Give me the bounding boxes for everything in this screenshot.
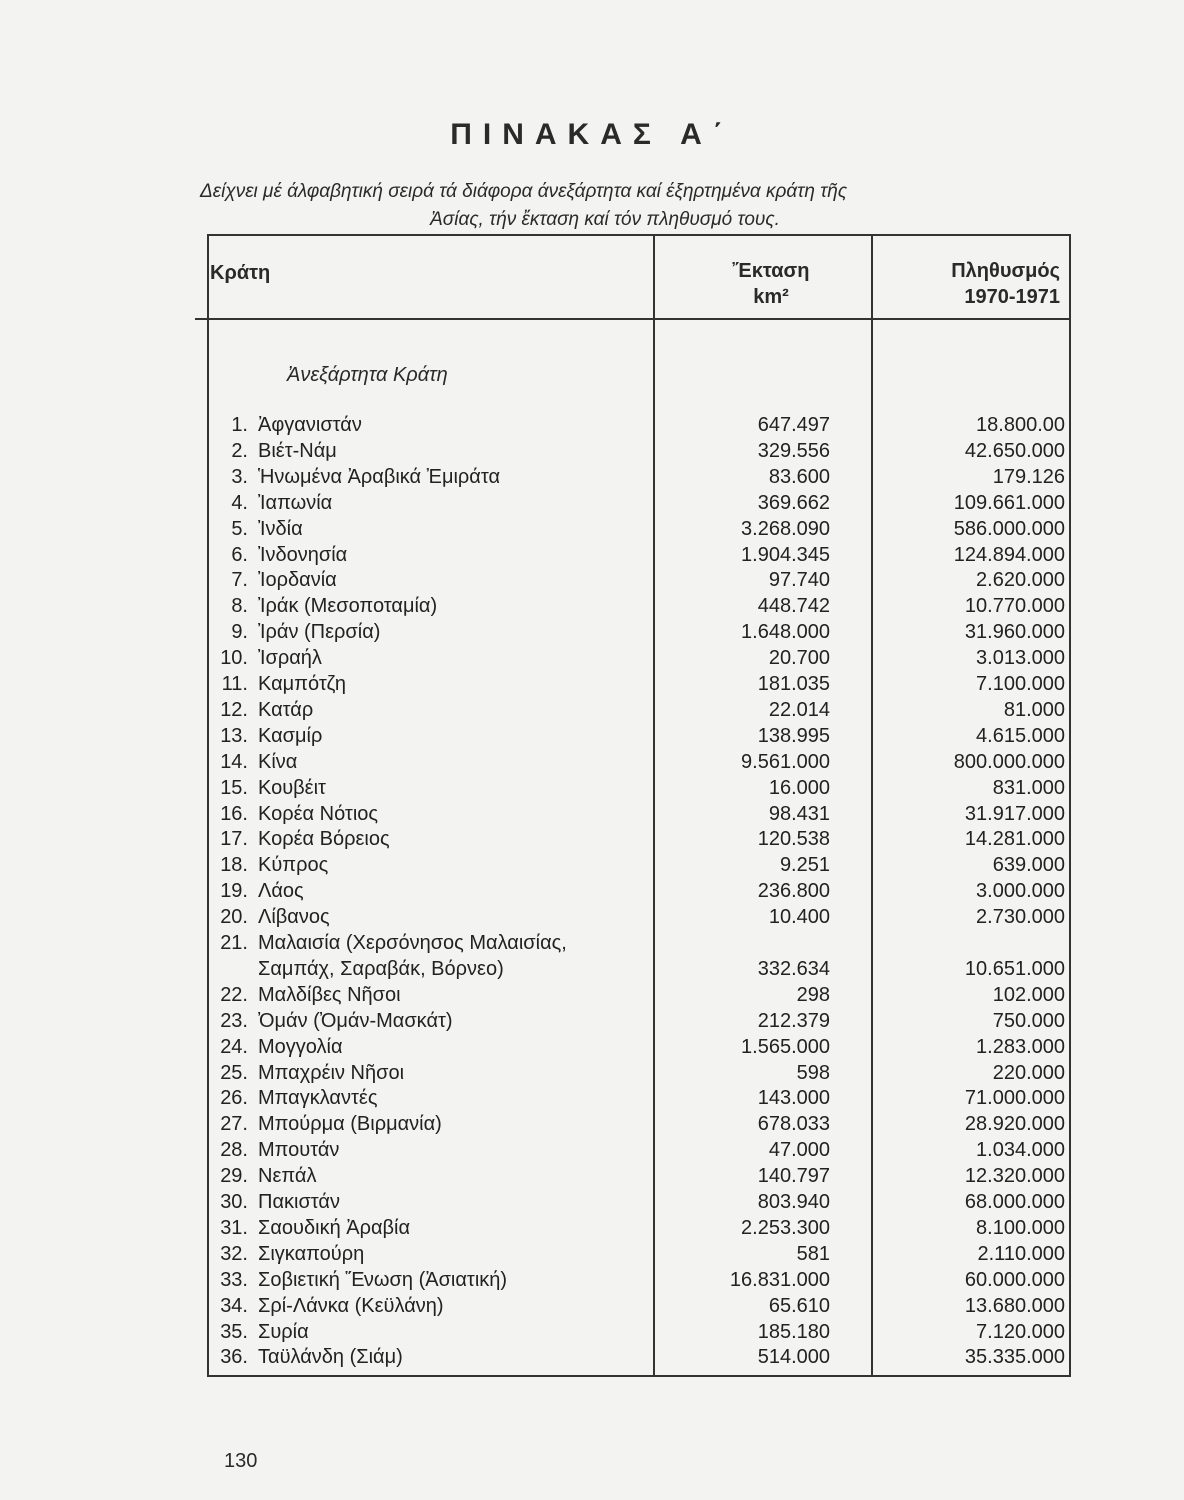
table-row <box>0 1060 1184 1086</box>
row-number: 31. <box>220 1216 248 1239</box>
table-row <box>0 1034 1184 1060</box>
area-value: 65.610 <box>768 1294 830 1317</box>
row-number: 28. <box>220 1139 248 1162</box>
area-value: 9.251 <box>779 854 830 877</box>
row-number: 19. <box>220 880 248 903</box>
area-value: 332.634 <box>757 957 830 980</box>
table-row <box>0 567 1184 593</box>
header-population <box>890 258 1060 310</box>
row-number: 3. <box>231 465 248 488</box>
population-value: 71.000.000 <box>964 1087 1065 1110</box>
area-value: 97.740 <box>768 569 830 592</box>
table-row <box>0 490 1184 516</box>
state-name: Σαμπάχ, Σαραβάκ, Βόρνεο) <box>258 957 504 980</box>
population-value: 3.013.000 <box>976 647 1065 670</box>
population-value: 81.000 <box>1003 698 1065 721</box>
area-value: 803.940 <box>757 1191 830 1213</box>
table-row <box>0 1293 1184 1319</box>
header-area-unit: km² <box>753 286 789 308</box>
header-population-years: 1970-1971 <box>964 286 1060 308</box>
population-value: 2.620.000 <box>976 569 1065 592</box>
row-number: 1. <box>231 414 248 436</box>
table-row <box>0 982 1184 1008</box>
state-name: Κορέα Νότιος <box>258 802 379 825</box>
row-number: 36. <box>220 1346 248 1369</box>
population-value: 42.650.000 <box>964 439 1065 462</box>
area-value: 212.379 <box>757 1009 830 1032</box>
table-row <box>0 438 1184 464</box>
table-row <box>0 1008 1184 1034</box>
state-name: Κορέα Βόρειος <box>258 828 390 851</box>
table-row <box>0 1137 1184 1163</box>
row-number: 22. <box>220 983 248 1006</box>
area-value: 1.904.345 <box>741 543 830 566</box>
table-row <box>0 619 1184 645</box>
population-value: 8.100.000 <box>976 1216 1065 1239</box>
table-row <box>0 516 1184 542</box>
state-name: Σαουδική Ἀραβία <box>258 1216 411 1239</box>
state-name: Σοβιετική Ἕνωση (Ἀσιατική) <box>258 1268 508 1291</box>
population-value: 124.894.000 <box>953 543 1065 566</box>
table-row <box>0 723 1184 749</box>
table-row <box>0 775 1184 801</box>
row-number: 5. <box>231 517 248 540</box>
area-value: 236.800 <box>757 880 830 903</box>
table-row <box>0 1241 1184 1267</box>
row-number: 12. <box>220 698 248 721</box>
area-value: 120.538 <box>757 828 830 851</box>
table-row <box>0 852 1184 878</box>
area-value: 83.600 <box>768 465 830 488</box>
population-value: 14.281.000 <box>964 828 1065 851</box>
area-value: 369.662 <box>757 491 830 514</box>
population-value: 18.800.00 <box>976 414 1065 436</box>
state-name: Ἰράν (Περσία) <box>258 621 381 644</box>
row-number: 26. <box>220 1087 248 1110</box>
table-row <box>0 1319 1184 1345</box>
population-value: 2.110.000 <box>977 1242 1065 1265</box>
row-number: 18. <box>220 854 248 877</box>
area-value: 3.268.090 <box>741 517 830 540</box>
area-value: 1.648.000 <box>741 621 830 644</box>
population-value: 4.615.000 <box>976 724 1065 747</box>
area-value: 678.033 <box>757 1113 830 1136</box>
table-row <box>0 1085 1184 1111</box>
population-value: 12.320.000 <box>964 1165 1065 1188</box>
population-value: 10.651.000 <box>964 957 1065 980</box>
state-name: Κατάρ <box>258 698 314 721</box>
population-value: 31.917.000 <box>964 802 1065 825</box>
table-row <box>0 1344 1184 1370</box>
row-number: 6. <box>231 543 248 566</box>
state-name: Βιέτ-Νάμ <box>258 439 337 462</box>
population-value: 750.000 <box>992 1009 1065 1032</box>
state-name: Κασμίρ <box>258 724 323 747</box>
header-states: Κράτη <box>210 262 271 284</box>
population-value: 31.960.000 <box>964 621 1065 644</box>
state-name: Ἰνδία <box>258 517 303 540</box>
state-name: Ἰαπωνία <box>258 491 333 514</box>
row-number: 11. <box>221 673 248 695</box>
header-area-label: Ἔκταση <box>732 260 810 282</box>
section-label: Ἀνεξάρτητα Κράτη <box>287 364 448 386</box>
area-value: 143.000 <box>757 1087 830 1110</box>
header-divider <box>195 318 1071 320</box>
population-value: 1.034.000 <box>976 1139 1065 1162</box>
state-name: Σρί-Λάνκα (Κεϋλάνη) <box>258 1294 444 1317</box>
population-value: 586.000.000 <box>953 517 1065 540</box>
row-number: 30. <box>220 1191 248 1213</box>
population-value: 28.920.000 <box>964 1113 1065 1136</box>
area-value: 514.000 <box>757 1346 830 1369</box>
area-value: 20.700 <box>768 647 830 670</box>
row-number: 10. <box>220 647 248 670</box>
table-row <box>0 1215 1184 1241</box>
state-name: Καμπότζη <box>258 673 347 695</box>
row-number: 32. <box>220 1242 248 1265</box>
population-value: 831.000 <box>992 776 1065 799</box>
description-line-1: Δείχνει μέ άλφαβητική σειρά τά διάφορα άνεξάρτητα καί έξηρτημένα κράτη τῆς <box>200 181 848 202</box>
state-name: Μπουτάν <box>258 1139 340 1162</box>
table-row <box>0 826 1184 852</box>
row-number: 24. <box>220 1035 248 1058</box>
row-number: 17. <box>220 828 248 851</box>
state-name: Μαλδίβες Νῆσοι <box>258 983 401 1006</box>
row-number: 33. <box>220 1268 248 1291</box>
table-row <box>0 542 1184 568</box>
area-value: 598 <box>796 1061 830 1084</box>
population-value: 800.000.000 <box>953 750 1065 773</box>
area-value: 2.253.300 <box>741 1216 830 1239</box>
state-name: Ἰράκ (Μεσοποταμία) <box>258 595 438 618</box>
state-name: Ἀφγανιστάν <box>258 414 362 436</box>
population-value: 60.000.000 <box>964 1268 1065 1291</box>
row-number: 13. <box>220 724 248 747</box>
state-name: Κουβέιτ <box>258 776 326 799</box>
area-value: 298 <box>796 983 830 1006</box>
table-row <box>0 1163 1184 1189</box>
population-value: 7.100.000 <box>976 673 1065 695</box>
state-name: Ἡνωμένα Ἀραβικά Ἐμιράτα <box>258 465 501 488</box>
state-name: Κίνα <box>258 750 298 773</box>
table-row <box>0 697 1184 723</box>
table-row <box>0 1111 1184 1137</box>
area-value: 185.180 <box>757 1320 830 1343</box>
state-name: Μαλαισία (Χερσόνησος Μαλαισίας, <box>258 932 567 954</box>
population-value: 639.000 <box>992 854 1065 877</box>
state-name: Λίβανος <box>258 906 330 929</box>
table-row <box>0 749 1184 775</box>
table-row <box>0 930 1184 956</box>
area-value: 581 <box>796 1242 830 1265</box>
area-value: 181.035 <box>757 673 830 695</box>
table-row <box>0 412 1184 438</box>
table-row <box>0 801 1184 827</box>
header-population-label: Πληθυσμός <box>951 260 1060 282</box>
population-value: 68.000.000 <box>964 1191 1065 1213</box>
state-name: Ἰσραήλ <box>258 647 322 670</box>
population-value: 7.120.000 <box>976 1320 1065 1343</box>
area-value: 647.497 <box>757 414 830 436</box>
state-name: Μογγολία <box>258 1035 343 1058</box>
area-value: 140.797 <box>757 1165 830 1188</box>
state-name: Κύπρος <box>258 854 329 877</box>
row-number: 15. <box>220 776 248 799</box>
area-value: 98.431 <box>768 802 830 825</box>
state-name: Μπαγκλαντές <box>258 1087 378 1110</box>
population-value: 1.283.000 <box>976 1035 1065 1058</box>
row-number: 8. <box>231 595 248 618</box>
population-value: 102.000 <box>992 983 1065 1006</box>
population-value: 35.335.000 <box>964 1346 1065 1369</box>
area-value: 16.000 <box>768 776 830 799</box>
population-value: 3.000.000 <box>976 880 1065 903</box>
state-name: Ὀμάν (Ὀμάν-Μασκάτ) <box>258 1009 453 1032</box>
description-line-2: Ἀσίας, τήν ἔκταση καί τόν πληθυσμό τους. <box>430 209 780 230</box>
population-value: 13.680.000 <box>964 1294 1065 1317</box>
area-value: 22.014 <box>768 698 830 721</box>
row-number: 27. <box>220 1113 248 1136</box>
header-area <box>700 258 842 310</box>
state-name: Ἰορδανία <box>258 569 337 592</box>
area-value: 47.000 <box>768 1139 830 1162</box>
table-row <box>0 593 1184 619</box>
area-value: 448.742 <box>757 595 830 618</box>
population-value: 220.000 <box>992 1061 1065 1084</box>
table-row <box>0 878 1184 904</box>
table-description <box>200 178 1070 234</box>
row-number: 20. <box>220 906 248 929</box>
area-value: 9.561.000 <box>741 750 830 773</box>
area-value: 138.995 <box>757 724 830 747</box>
row-number: 16. <box>220 802 248 825</box>
row-number: 23. <box>220 1009 248 1032</box>
row-number: 2. <box>231 439 248 462</box>
row-number: 29. <box>220 1165 248 1188</box>
row-number: 7. <box>231 569 248 592</box>
row-number: 21. <box>220 932 248 954</box>
table-row <box>0 904 1184 930</box>
population-value: 10.770.000 <box>964 595 1065 618</box>
population-value: 109.661.000 <box>953 491 1065 514</box>
state-name: Λάος <box>258 880 304 903</box>
state-name: Συρία <box>258 1320 309 1343</box>
area-value: 10.400 <box>768 906 830 929</box>
state-name: Μπαχρέιν Νῆσοι <box>258 1061 405 1084</box>
area-value: 1.565.000 <box>741 1035 830 1058</box>
row-number: 9. <box>231 621 248 644</box>
state-name: Μπούρμα (Βιρμανία) <box>258 1113 442 1136</box>
population-value: 2.730.000 <box>976 906 1065 929</box>
table-row <box>0 1267 1184 1293</box>
table-row <box>0 956 1184 982</box>
row-number: 25. <box>220 1061 248 1084</box>
row-number: 34. <box>220 1294 248 1317</box>
table-row <box>0 464 1184 490</box>
state-name: Πακιστάν <box>258 1191 340 1213</box>
state-name: Νεπάλ <box>258 1165 317 1188</box>
row-number: 4. <box>231 491 248 514</box>
page-title: ΠΙΝΑΚΑΣ Α΄ <box>450 118 734 151</box>
row-number: 35. <box>220 1320 248 1343</box>
table-row <box>0 1189 1184 1215</box>
state-name: Σιγκαπούρη <box>258 1242 365 1265</box>
page-number: 130 <box>224 1450 258 1472</box>
table-row <box>0 671 1184 697</box>
table-row <box>0 645 1184 671</box>
population-value: 179.126 <box>992 465 1065 488</box>
row-number: 14. <box>220 750 248 773</box>
state-name: Ταϋλάνδη (Σιάμ) <box>258 1346 403 1369</box>
area-value: 329.556 <box>757 439 830 462</box>
state-name: Ἰνδονησία <box>258 543 348 566</box>
area-value: 16.831.000 <box>729 1268 830 1291</box>
